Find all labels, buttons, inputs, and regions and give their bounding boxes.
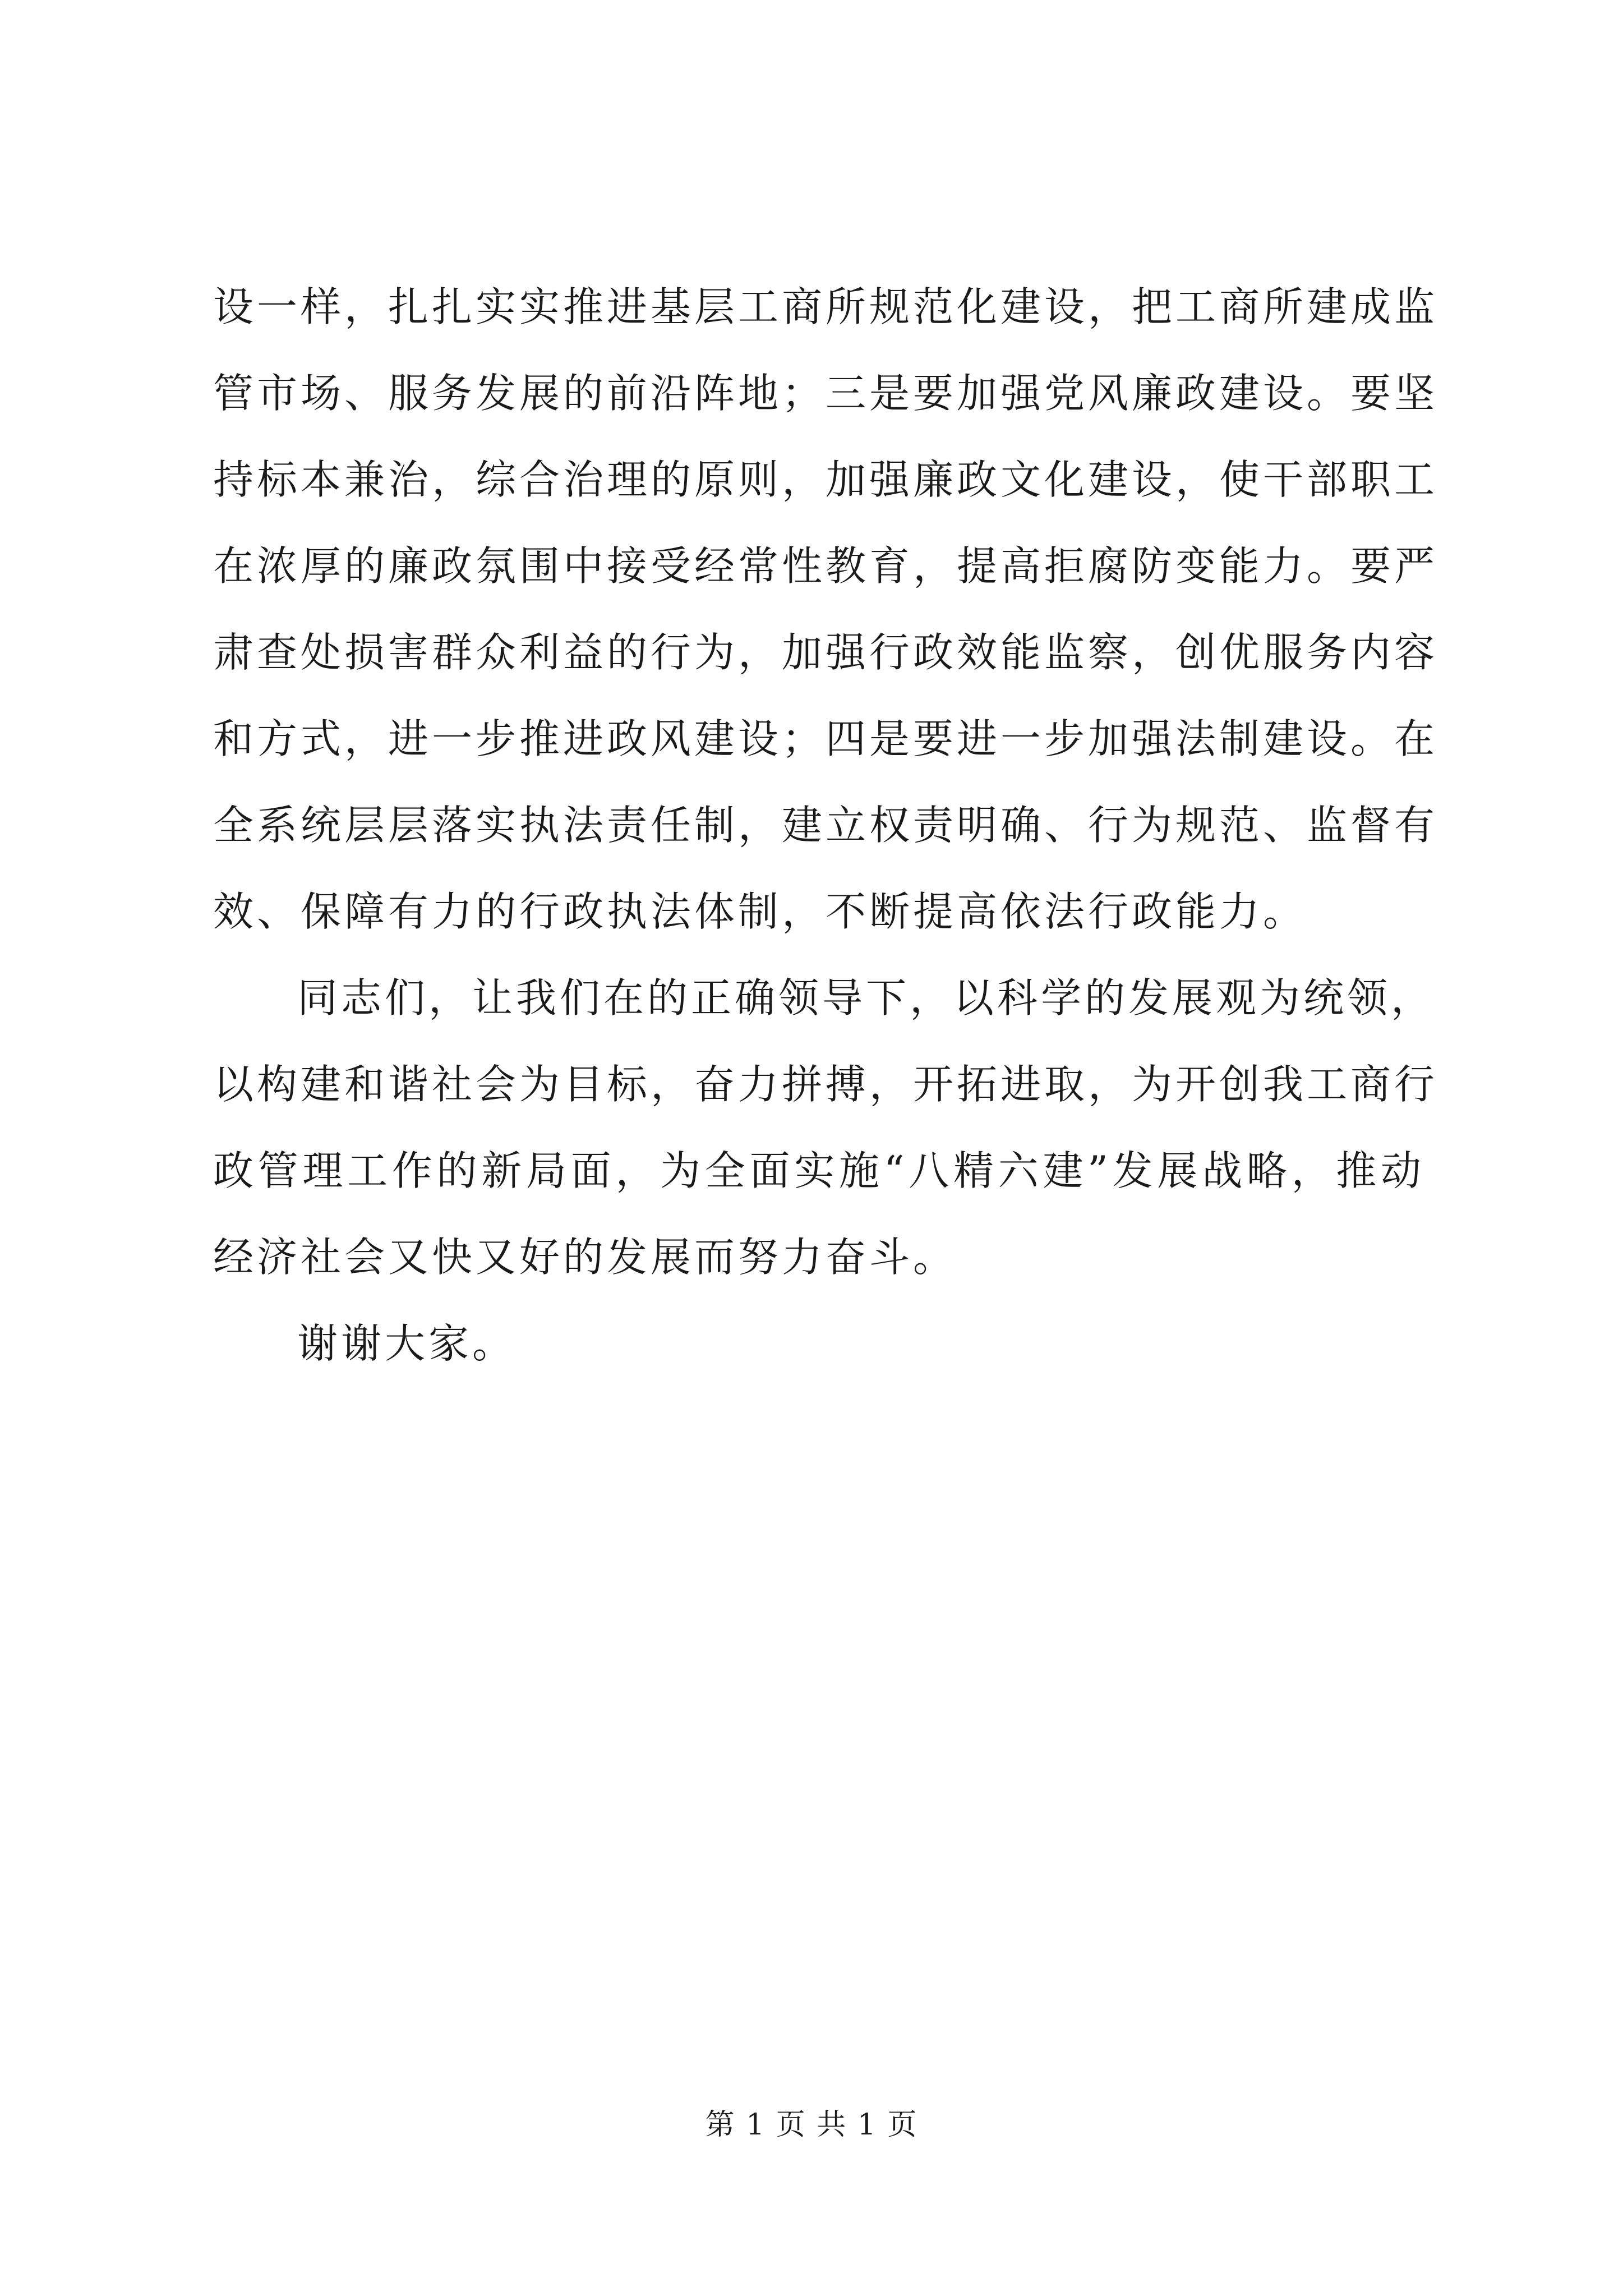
text-line: 持标本兼治，综合治理的原则，加强廉政文化建设，使干部职工 (213, 456, 1438, 503)
text-line: 在浓厚的廉政氛围中接受经常性教育，提高拒腐防变能力。要严 (213, 542, 1438, 590)
text-line: 同志们，让我们在的正确领导下，以科学的发展观为统领， (297, 974, 1435, 1022)
text-line: 全系统层层落实执法责任制，建立权责明确、行为规范、监督有 (213, 802, 1438, 849)
text-line: 肃查处损害群众利益的行为，加强行政效能监察，创优服务内容 (213, 629, 1438, 676)
text-line: 以构建和谐社会为目标，奋力拼搏，开拓进取，为开创我工商行 (213, 1061, 1438, 1108)
paragraph (213, 1300, 1424, 1387)
text-line: 管市场、服务发展的前沿阵地；三是要加强党风廉政建设。要坚 (213, 370, 1438, 417)
text-line: 和方式，进一步推进政风建设；四是要进一步加强法制建设。在 (213, 715, 1438, 762)
paragraph (213, 955, 1438, 1300)
text-line: 效、保障有力的行政执法体制，不断提高依法行政能力。 (213, 888, 1307, 935)
text-line: 谢谢大家。 (297, 1320, 517, 1367)
text-line: 政管理工作的新局面，为全面实施“八精六建”发展战略，推动 (213, 1147, 1424, 1194)
page-number-footer: 第 1 页 共 1 页 (705, 2108, 918, 2142)
text-line: 经济社会又快又好的发展而努力奋斗。 (213, 1234, 957, 1281)
paragraph (213, 264, 1438, 955)
document-body (213, 264, 1438, 1387)
text-line: 设一样，扎扎实实推进基层工商所规范化建设，把工商所建成监 (213, 283, 1438, 330)
